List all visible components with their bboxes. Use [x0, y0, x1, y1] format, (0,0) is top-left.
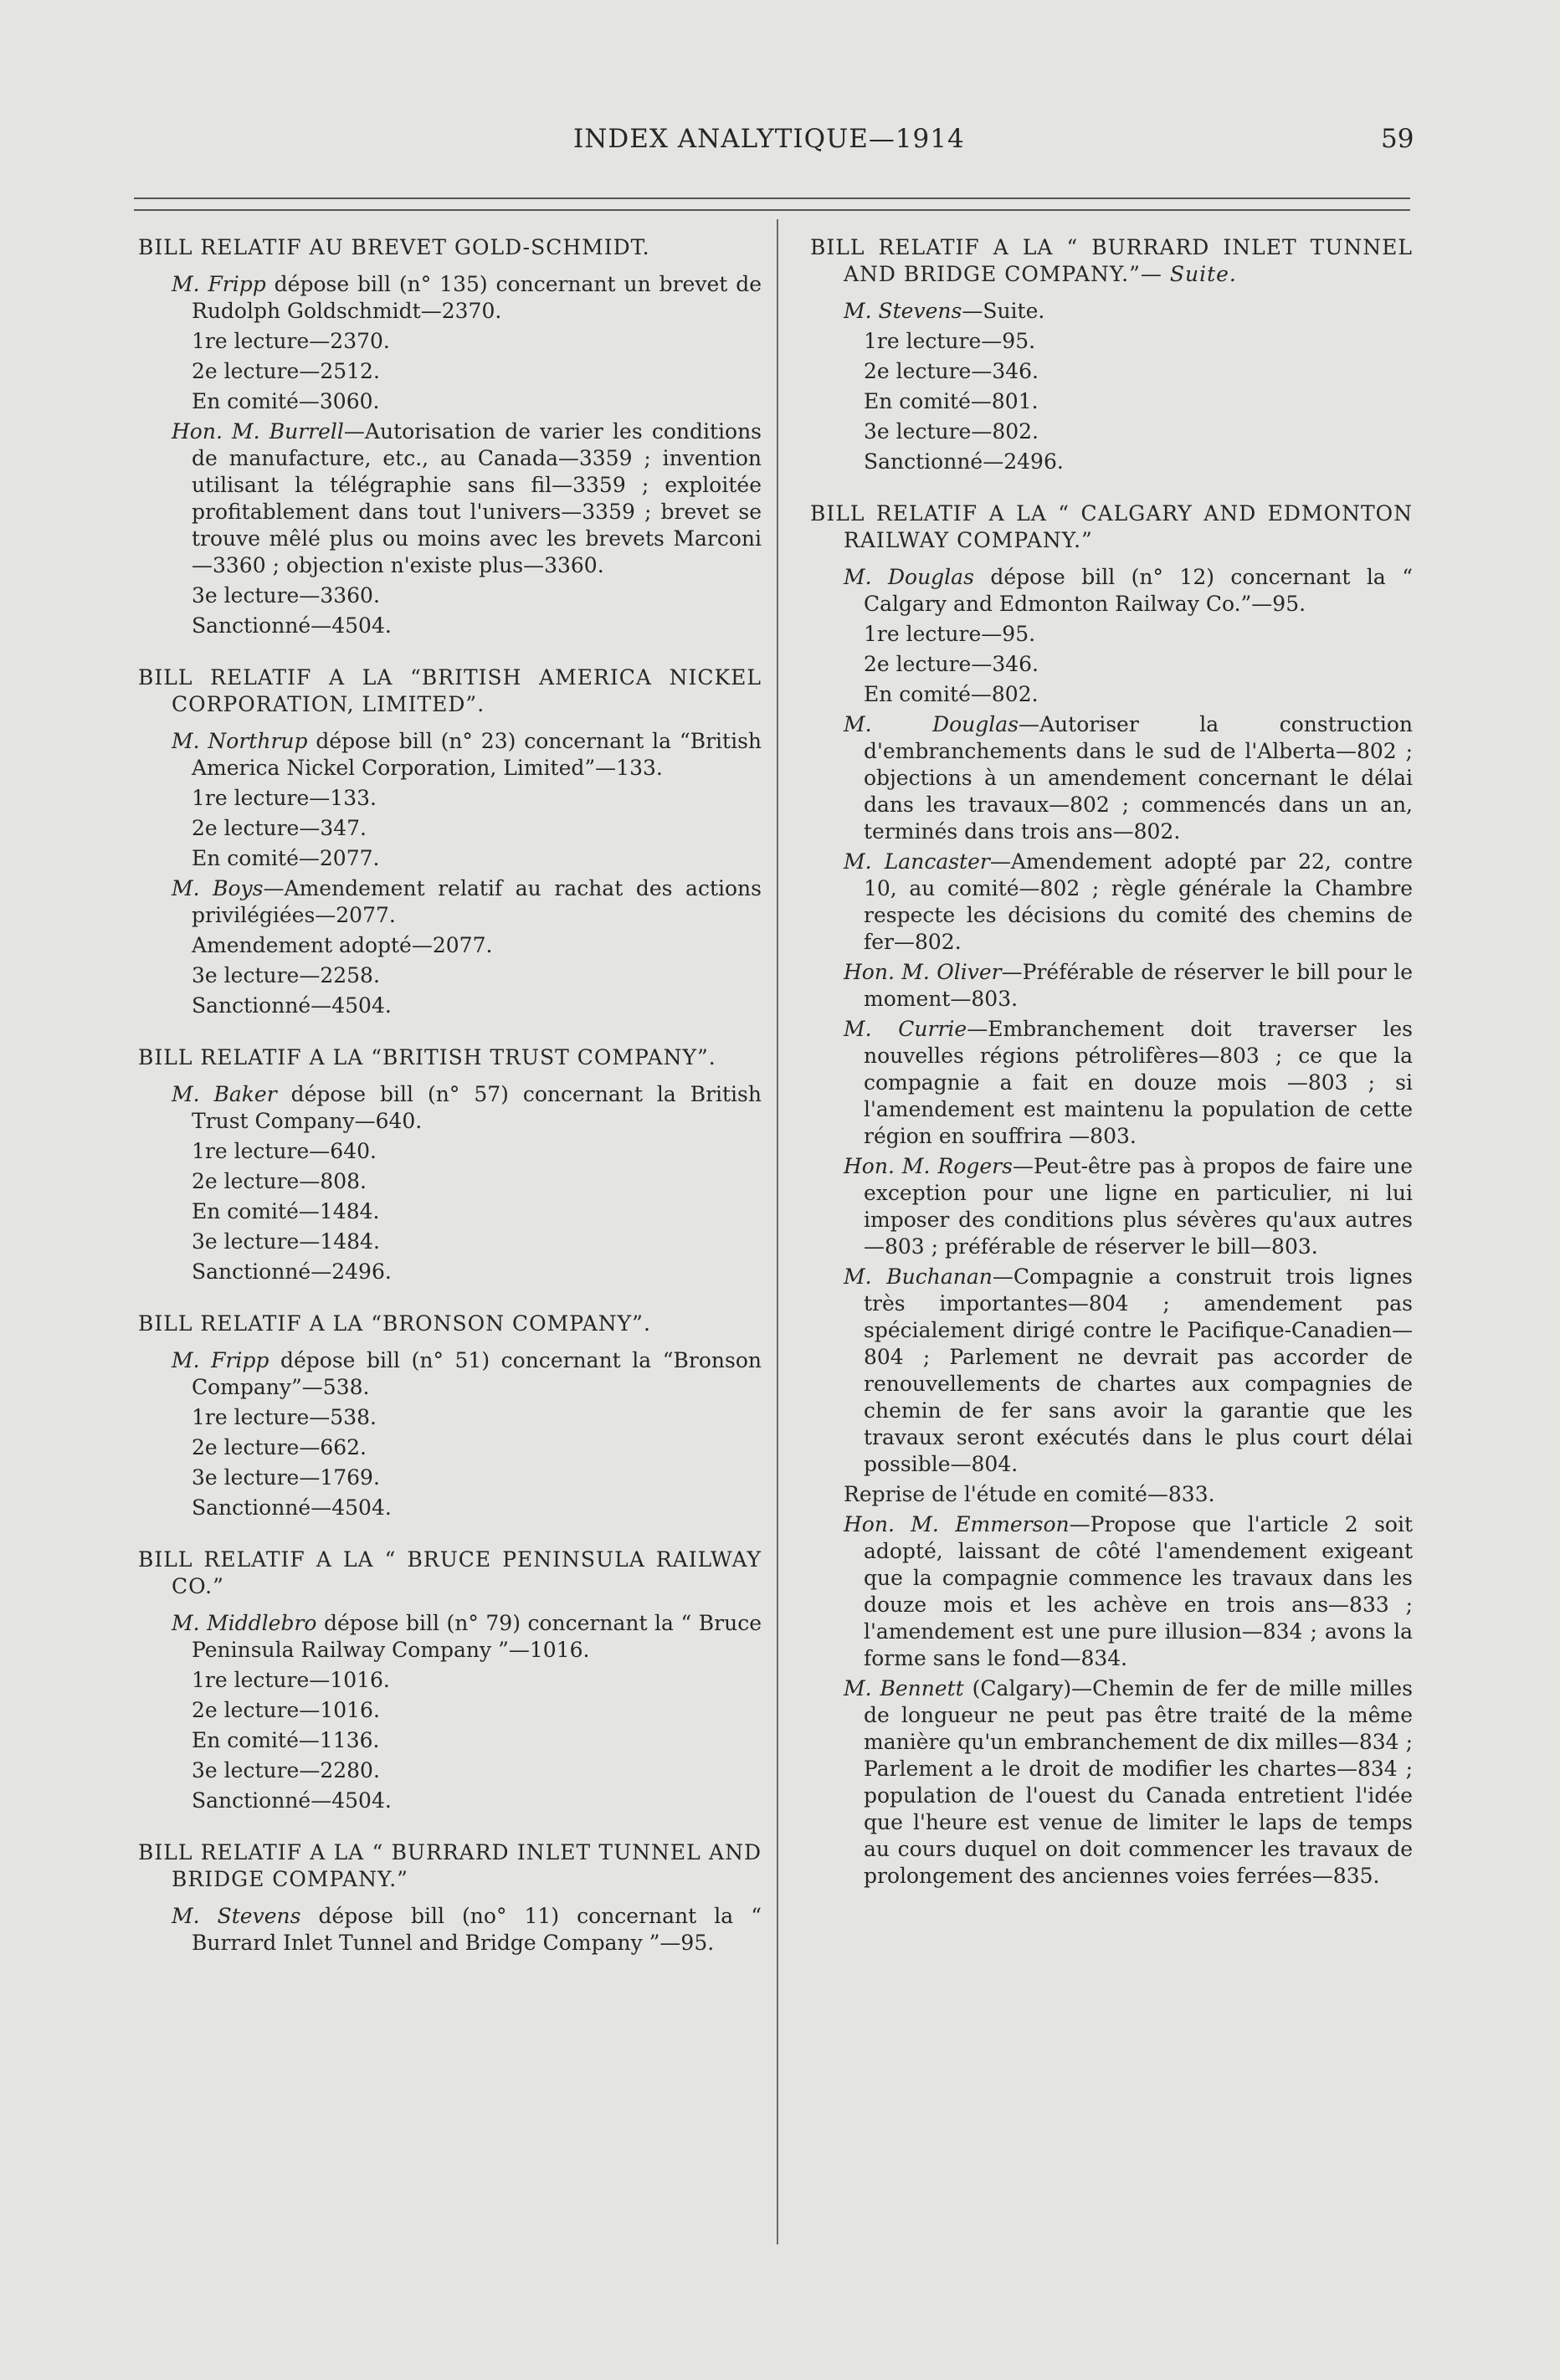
item-text: —Amendement adopté par 22, contre 10, au comité—802 ; règle générale la Chambre respecte les décisions du comité des chemins de fer—802. [864, 849, 1413, 954]
entry-item [810, 418, 1413, 445]
entry-item [138, 1464, 762, 1491]
item-text: En comité—801. [864, 389, 1039, 413]
item-text: 2e lecture—346. [864, 359, 1039, 383]
item-text: En comité—2077. [192, 846, 380, 870]
heading-text: BILL RELATIF A LA “ BURRARD INLET TUNNEL AND BRIDGE COMPANY.” [138, 1840, 762, 1891]
heading-text: BILL RELATIF A LA “ BRUCE PENINSULA RAILWAY CO.” [138, 1547, 762, 1598]
item-text: —Amendement relatif au rachat des actions privilégiées—2077. [192, 876, 762, 927]
entry-item [810, 1675, 1413, 1890]
column-divider [777, 219, 778, 2244]
item-text: 1re lecture—95. [864, 329, 1036, 353]
index-entry [138, 1546, 762, 1814]
speaker-name: Hon. M. Oliver [844, 960, 1002, 984]
item-text: dépose bill (n° 79) concernant la “ Bruce Peninsula Railway Company ”—1016. [192, 1611, 762, 1662]
entry-item [138, 785, 762, 812]
item-text: Sanctionné—2496. [864, 449, 1064, 474]
entry-item [138, 1788, 762, 1814]
item-text: 3e lecture—1769. [192, 1465, 380, 1490]
index-entry [138, 1311, 762, 1521]
item-text: Reprise de l'étude en comité—833. [844, 1482, 1215, 1506]
entry-item [810, 711, 1413, 845]
page-header [0, 124, 1560, 166]
item-text: 3e lecture—2280. [192, 1758, 380, 1782]
item-text: Amendement adopté—2077. [192, 933, 493, 957]
entry-heading [138, 1546, 762, 1600]
speaker-name: M. Douglas [844, 712, 1019, 736]
running-title: INDEX ANALYTIQUE—1914 [573, 124, 965, 154]
item-text: 1re lecture—95. [864, 622, 1036, 646]
item-text: —Propose que l'article 2 soit adopté, laissant de côté l'amendement exigeant que la compagnie commence les travaux dans les douze mois et les achève en trois ans—833 ; l'amendement est une pure illusion—834 ; avons la forme sans le fond—834. [864, 1512, 1413, 1670]
heading-text: BILL RELATIF A LA “BRITISH TRUST COMPANY”. [138, 1045, 716, 1069]
entry-item [810, 388, 1413, 415]
index-entry [138, 664, 762, 1019]
entry-item [138, 728, 762, 782]
item-text: —Suite. [962, 299, 1045, 323]
item-text: 2e lecture—1016. [192, 1698, 380, 1722]
entry-item [138, 1757, 762, 1784]
entry-item [138, 1168, 762, 1195]
entry-item [138, 1667, 762, 1694]
item-text: 3e lecture—1484. [192, 1229, 380, 1254]
speaker-name: Hon. M. Burrell [172, 419, 344, 444]
entry-item [138, 328, 762, 355]
speaker-name: M. Douglas [844, 565, 974, 589]
entry-item [138, 845, 762, 872]
index-entry [138, 234, 762, 639]
index-entry [138, 1839, 762, 1957]
header-rule-top [134, 197, 1410, 199]
entry-item [138, 932, 762, 959]
entry-item [138, 1434, 762, 1461]
entry-item [138, 388, 762, 415]
item-text: (Calgary)—Chemin de fer de mille milles de longueur ne peut pas être traité de la même manière qu'un embranchement de dix milles—834 ; Parlement a le droit de modifier les chartes—834 ; population de l'ouest du Canada entretient l'idée que l'heure est venue de limiter le laps de temps au cours duquel on doit commencer les travaux de prolongement des anciennes voies ferrées—835. [864, 1676, 1413, 1888]
entry-item [138, 962, 762, 989]
item-text: Sanctionné—4504. [192, 993, 392, 1018]
heading-text: BILL RELATIF A LA “ CALGARY AND EDMONTON RAILWAY COMPANY.” [810, 501, 1413, 552]
entry-item [810, 1016, 1413, 1150]
left-column [138, 234, 762, 1982]
entry-heading [810, 234, 1413, 288]
entry-item [138, 875, 762, 929]
entry-item [138, 1259, 762, 1285]
item-text: Sanctionné—2496. [192, 1259, 392, 1284]
item-text: En comité—802. [864, 682, 1039, 706]
item-text: Sanctionné—4504. [192, 1495, 392, 1520]
speaker-name: M. Bennett [844, 1676, 964, 1700]
entry-item [810, 1511, 1413, 1672]
entry-item [138, 1081, 762, 1135]
entry-item [810, 681, 1413, 708]
page-number: 59 [1381, 124, 1414, 154]
entry-item [138, 993, 762, 1019]
index-entry [138, 1044, 762, 1285]
item-text: 1re lecture—538. [192, 1405, 377, 1429]
item-text: En comité—1484. [192, 1199, 380, 1223]
heading-suite: Suite. [1169, 262, 1237, 286]
entry-item [138, 1610, 762, 1664]
item-text: —Préférable de réserver le bill pour le moment—803. [864, 960, 1413, 1011]
item-text: 3e lecture—2258. [192, 963, 380, 987]
speaker-name: M. Currie [844, 1017, 967, 1041]
entry-item [138, 1697, 762, 1724]
item-text: dépose bill (n° 57) concernant la British Trust Company—640. [192, 1082, 762, 1133]
item-text: Sanctionné—4504. [192, 613, 392, 638]
speaker-name: M. Boys [172, 876, 264, 900]
entry-item [138, 358, 762, 385]
entry-item [138, 582, 762, 609]
entry-item [138, 1138, 762, 1165]
entry-item [810, 1481, 1413, 1508]
item-text: 2e lecture—346. [864, 652, 1039, 676]
entry-heading [138, 1839, 762, 1893]
entry-item [138, 418, 762, 579]
speaker-name: M. Fripp [172, 272, 266, 296]
entry-item [810, 651, 1413, 678]
entry-item [810, 328, 1413, 355]
entry-item [810, 449, 1413, 475]
entry-item [810, 298, 1413, 325]
entry-heading [138, 1044, 762, 1071]
item-text: En comité—1136. [192, 1728, 380, 1752]
entry-item [810, 358, 1413, 385]
entry-item [138, 815, 762, 842]
speaker-name: M. Buchanan [844, 1264, 993, 1289]
entry-item [138, 1404, 762, 1431]
speaker-name: Hon. M. Emmerson [844, 1512, 1070, 1536]
item-text: 1re lecture—133. [192, 786, 377, 810]
item-text: —Compagnie a construit trois lignes très importantes—804 ; amendement pas spécialement dirigé contre le Pacifique-Canadien—804 ; Parlement ne devrait pas accorder de renouvellements de chartes aux compagnies de chemin de fer sans avoir la garantie que les travaux seront exécutés dans le plus court délai possible—804. [864, 1264, 1413, 1476]
item-text: En comité—3060. [192, 389, 380, 413]
item-text: 2e lecture—662. [192, 1435, 367, 1459]
item-text: 1re lecture—640. [192, 1139, 377, 1163]
item-text: —Autoriser la construction d'embranchements dans le sud de l'Alberta—802 ; objections à un amendement concernant le délai dans les travaux—802 ; commencés dans un an, terminés dans trois ans—802. [864, 712, 1413, 844]
entry-item [138, 1228, 762, 1255]
speaker-name: M. Fripp [172, 1348, 269, 1372]
speaker-name: M. Middlebro [172, 1611, 317, 1635]
entry-item [138, 613, 762, 639]
header-rule-bottom [134, 209, 1410, 211]
index-entry [810, 500, 1413, 1890]
item-text: dépose bill (n° 12) concernant la “ Calgary and Edmonton Railway Co.”—95. [864, 565, 1414, 616]
speaker-name: Hon. M. Rogers [844, 1154, 1013, 1178]
entry-item [810, 1153, 1413, 1260]
item-text: dépose bill (n° 51) concernant la “Bronson Company”—538. [192, 1348, 762, 1399]
entry-item [138, 1347, 762, 1401]
entry-item [138, 1903, 762, 1957]
index-entry [810, 234, 1413, 475]
speaker-name: M. Northrup [172, 729, 308, 753]
item-text: —Embranchement doit traverser les nouvelles régions pétrolifères—803 ; ce que la compagnie a fait en douze mois —803 ; si l'amendement est maintenu la population de cette région en souffrira —803. [864, 1017, 1413, 1148]
entry-item [810, 1264, 1413, 1478]
entry-item [810, 564, 1413, 618]
entry-item [810, 849, 1413, 956]
item-text: dépose bill (no° 11) concernant la “ Burrard Inlet Tunnel and Bridge Company ”—95. [192, 1904, 762, 1955]
item-text: dépose bill (n° 23) concernant la “British America Nickel Corporation, Limited”—133. [192, 729, 762, 780]
heading-text: BILL RELATIF AU BREVET GOLD-SCHMIDT. [138, 235, 650, 259]
heading-text: BILL RELATIF A LA “ BURRARD INLET TUNNEL AND BRIDGE COMPANY.”— [810, 235, 1413, 286]
entry-heading [138, 1311, 762, 1337]
item-text: 1re lecture—2370. [192, 329, 390, 353]
speaker-name: M. Stevens [172, 1904, 301, 1928]
heading-text: BILL RELATIF A LA “BRITISH AMERICA NICKEL CORPORATION, LIMITED”. [138, 665, 762, 716]
entry-item [138, 1495, 762, 1521]
entry-heading [138, 664, 762, 718]
entry-item [138, 1727, 762, 1754]
speaker-name: M. Lancaster [844, 849, 990, 874]
item-text: 2e lecture—347. [192, 816, 367, 840]
item-text: Sanctionné—4504. [192, 1788, 392, 1813]
entry-heading [810, 500, 1413, 554]
right-column [810, 234, 1413, 1915]
heading-text: BILL RELATIF A LA “BRONSON COMPANY”. [138, 1311, 651, 1336]
item-text: 2e lecture—2512. [192, 359, 380, 383]
item-text: 1re lecture—1016. [192, 1668, 390, 1692]
entry-item [810, 621, 1413, 648]
entry-heading [138, 234, 762, 261]
item-text: 2e lecture—808. [192, 1169, 367, 1193]
item-text: dépose bill (n° 135) concernant un brevet de Rudolph Goldschmidt—2370. [192, 272, 762, 323]
speaker-name: M. Stevens [844, 299, 962, 323]
entry-item [810, 959, 1413, 1013]
speaker-name: M. Baker [172, 1082, 277, 1106]
entry-item [138, 1198, 762, 1225]
entry-item [138, 271, 762, 325]
item-text: —Peut-être pas à propos de faire une exception pour une ligne en particulier, ni lui imposer des conditions plus sévères qu'aux autres—803 ; préférable de réserver le bill—803. [864, 1154, 1413, 1259]
item-text: 3e lecture—3360. [192, 583, 380, 608]
item-text: —Autorisation de varier les conditions de manufacture, etc., au Canada—3359 ; invention utilisant la télégraphie sans fil—3359 ; exploitée profitablement dans tout l'univers—3359 ; brevet se trouve mêlé plus ou moins avec les brevets Marconi—3360 ; objection n'existe plus—3360. [192, 419, 762, 577]
item-text: 3e lecture—802. [864, 419, 1039, 444]
